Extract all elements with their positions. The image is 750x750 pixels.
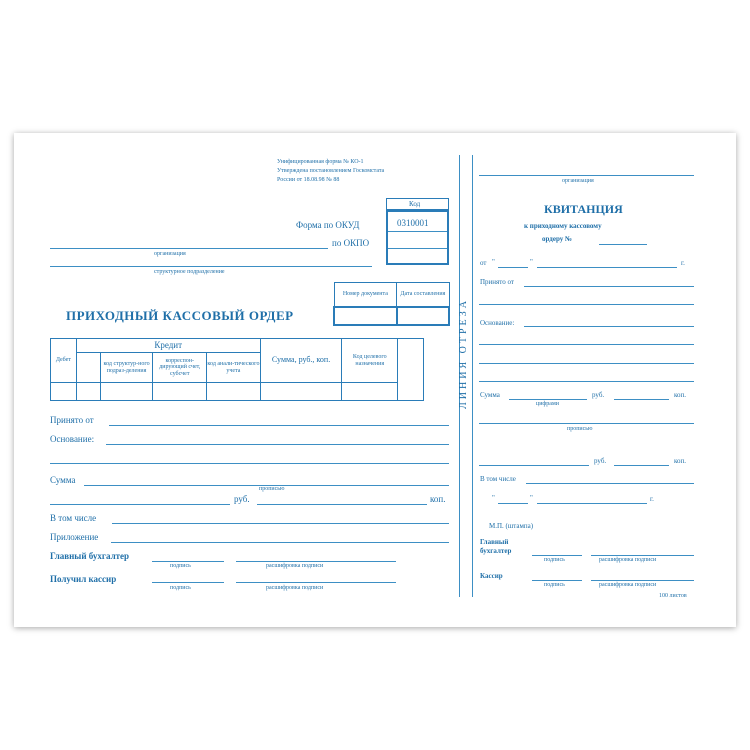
including-label: В том числе [50, 513, 97, 523]
purpose-code-cell [342, 383, 398, 401]
receipt-subtitle-2: ордеру № [542, 235, 573, 243]
okud-value: 0310001 [397, 218, 429, 228]
chief-decoding-caption: расшифровка подписи [266, 563, 324, 569]
cashier-label: Получил кассир [50, 574, 117, 584]
receipt-cashier-signature-caption: подпись [544, 582, 565, 588]
receipt-basis-line [524, 326, 694, 327]
sheets-count: 100 листов [659, 593, 687, 599]
sum-cell [260, 383, 342, 401]
chief-accountant-label: Главный бухгалтер [50, 551, 130, 561]
receipt-day-line-2 [498, 503, 528, 504]
receipt-cashier-decoding-line [591, 580, 694, 581]
receipt-stamp-label: М.П. (штампа) [489, 522, 534, 530]
received-from-label: Принято от [50, 415, 94, 425]
receipt-basis-line-3 [479, 363, 694, 364]
receipt-cashier-decoding-caption: расшифровка подписи [599, 582, 657, 588]
received-from-line [109, 425, 449, 426]
receipt-number-line [599, 244, 647, 245]
receipt-basis-line-4 [479, 381, 694, 382]
doc-date-header: Дата составления [397, 283, 449, 307]
cashier-signature-caption: подпись [170, 585, 191, 591]
corr-account-cell [153, 383, 207, 401]
receipt-in-figures-caption: цифрами [536, 401, 559, 407]
receipt-received-from-line-2 [479, 304, 694, 305]
cashier-decoding-caption: расшифровка подписи [266, 585, 324, 591]
receipt-in-words-caption: прописью [567, 426, 593, 432]
order-title: ПРИХОДНЫЙ КАССОВЫЙ ОРДЕР [66, 308, 294, 323]
form-line-3: России от 18.08.98 № 88 [277, 177, 340, 183]
purpose-code-header: Код целевого назначения [342, 339, 398, 383]
including-line [112, 523, 449, 524]
chief-signature-line [152, 561, 224, 562]
doc-date-cell [397, 307, 449, 325]
receipt-words-line-2 [479, 465, 589, 466]
receipt-month-line [537, 267, 677, 268]
receipt-words-line [479, 423, 694, 424]
code-header-cell [386, 198, 449, 210]
receipt-kop-line [614, 399, 669, 400]
receipt-rub-label: руб. [592, 391, 605, 399]
receipt-kop2-label: коп. [674, 457, 687, 465]
attachment-line [111, 542, 449, 543]
code-divider [388, 248, 447, 249]
code-header-label: Код [409, 200, 421, 208]
receipt-organization-line [479, 175, 694, 176]
credit-blank-header [76, 353, 100, 383]
receipt-from-label: от [480, 259, 487, 267]
analytic-code-header: код анали-тического учета [207, 353, 260, 383]
cashier-decoding-line [236, 582, 396, 583]
receipt-day-line [498, 267, 528, 268]
receipt-year-label: г. [681, 259, 685, 267]
form-line-1: Унифицированная форма № КО-1 [277, 159, 364, 165]
receipt-quote-open: " [492, 258, 495, 266]
okud-label: Форма по ОКУД [296, 220, 360, 230]
struct-code-header: код структур-ного подраз-деления [100, 353, 153, 383]
receipt-chief-signature-line [532, 555, 582, 556]
extra-column [398, 339, 424, 401]
cut-line-label: ЛИНИЯ ОТРЕЗА [458, 298, 469, 409]
receipt-quote-close-2: " [530, 494, 533, 502]
receipt-basis-line-2 [479, 344, 694, 345]
corr-account-header: корреспон-дирующий счет, субсчет [153, 353, 207, 383]
cashier-signature-line [152, 582, 224, 583]
basis-label: Основание: [50, 434, 95, 444]
receipt-month-line-2 [537, 503, 647, 504]
receipt-cashier-signature-line [532, 580, 582, 581]
receipt-kop-label: коп. [674, 391, 687, 399]
receipt-sum-label: Сумма [480, 391, 500, 399]
structural-unit-caption: структурное подразделение [154, 269, 225, 275]
basis-line [106, 444, 449, 445]
organization-line [50, 248, 328, 249]
doc-number-date-table [333, 282, 450, 326]
credit-header: Кредит [76, 339, 260, 353]
receipt-received-from-line [524, 286, 694, 287]
receipt-quote-close: " [530, 258, 533, 266]
in-words-caption: прописью [259, 486, 285, 492]
chief-signature-caption: подпись [170, 563, 191, 569]
receipt-chief-signature-caption: подпись [544, 557, 565, 563]
debit-header: Дебет [51, 339, 77, 383]
cut-line-right [472, 155, 473, 597]
receipt-cashier-label: Кассир [480, 572, 503, 580]
receipt-organization-caption: организация [562, 178, 594, 184]
receipt-chief-line-1: Главный [480, 538, 509, 546]
receipt-basis-label: Основание: [480, 319, 515, 327]
rub-label: руб. [234, 494, 250, 504]
sum-line-2 [50, 504, 230, 505]
sum-label: Сумма [50, 475, 76, 485]
receipt-kop2-line [614, 465, 669, 466]
receipt-subtitle-1: к приходному кассовому [524, 222, 602, 230]
receipt-chief-line-2: бухгалтер [480, 547, 512, 555]
receipt-chief-decoding-line [591, 555, 694, 556]
form-line-2: Утверждена постановлением Госкомстата [277, 168, 385, 174]
okpo-label: по ОКПО [332, 238, 370, 248]
kop-label: коп. [430, 494, 446, 504]
receipt-chief-decoding-caption: расшифровка подписи [599, 557, 657, 563]
structural-unit-line [50, 266, 372, 267]
sum-header: Сумма, руб., коп. [260, 339, 342, 383]
struct-code-cell [100, 383, 153, 401]
kop-line [257, 504, 427, 505]
credit-blank-cell [76, 383, 100, 401]
chief-decoding-line [236, 561, 396, 562]
receipt-year2-label: г. [650, 495, 654, 503]
debit-cell [51, 383, 77, 401]
doc-number-header: Номер документа [334, 283, 397, 307]
receipt-received-from-label: Принято от [480, 278, 514, 286]
doc-number-cell [334, 307, 397, 325]
receipt-including-line [526, 483, 694, 484]
attachment-label: Приложение [50, 532, 99, 542]
organization-caption: организация [154, 251, 186, 257]
analytic-code-cell [207, 383, 260, 401]
receipt-title: КВИТАНЦИЯ [544, 202, 623, 216]
receipt-sum-figures-line [509, 399, 587, 400]
basis-line-2 [50, 463, 449, 464]
cash-order-form [14, 133, 736, 627]
code-divider [388, 231, 447, 232]
receipt-including-label: В том числе [480, 475, 516, 483]
receipt-quote-open-2: " [492, 494, 495, 502]
accounting-table [50, 338, 424, 401]
receipt-rub2-label: руб. [594, 457, 607, 465]
